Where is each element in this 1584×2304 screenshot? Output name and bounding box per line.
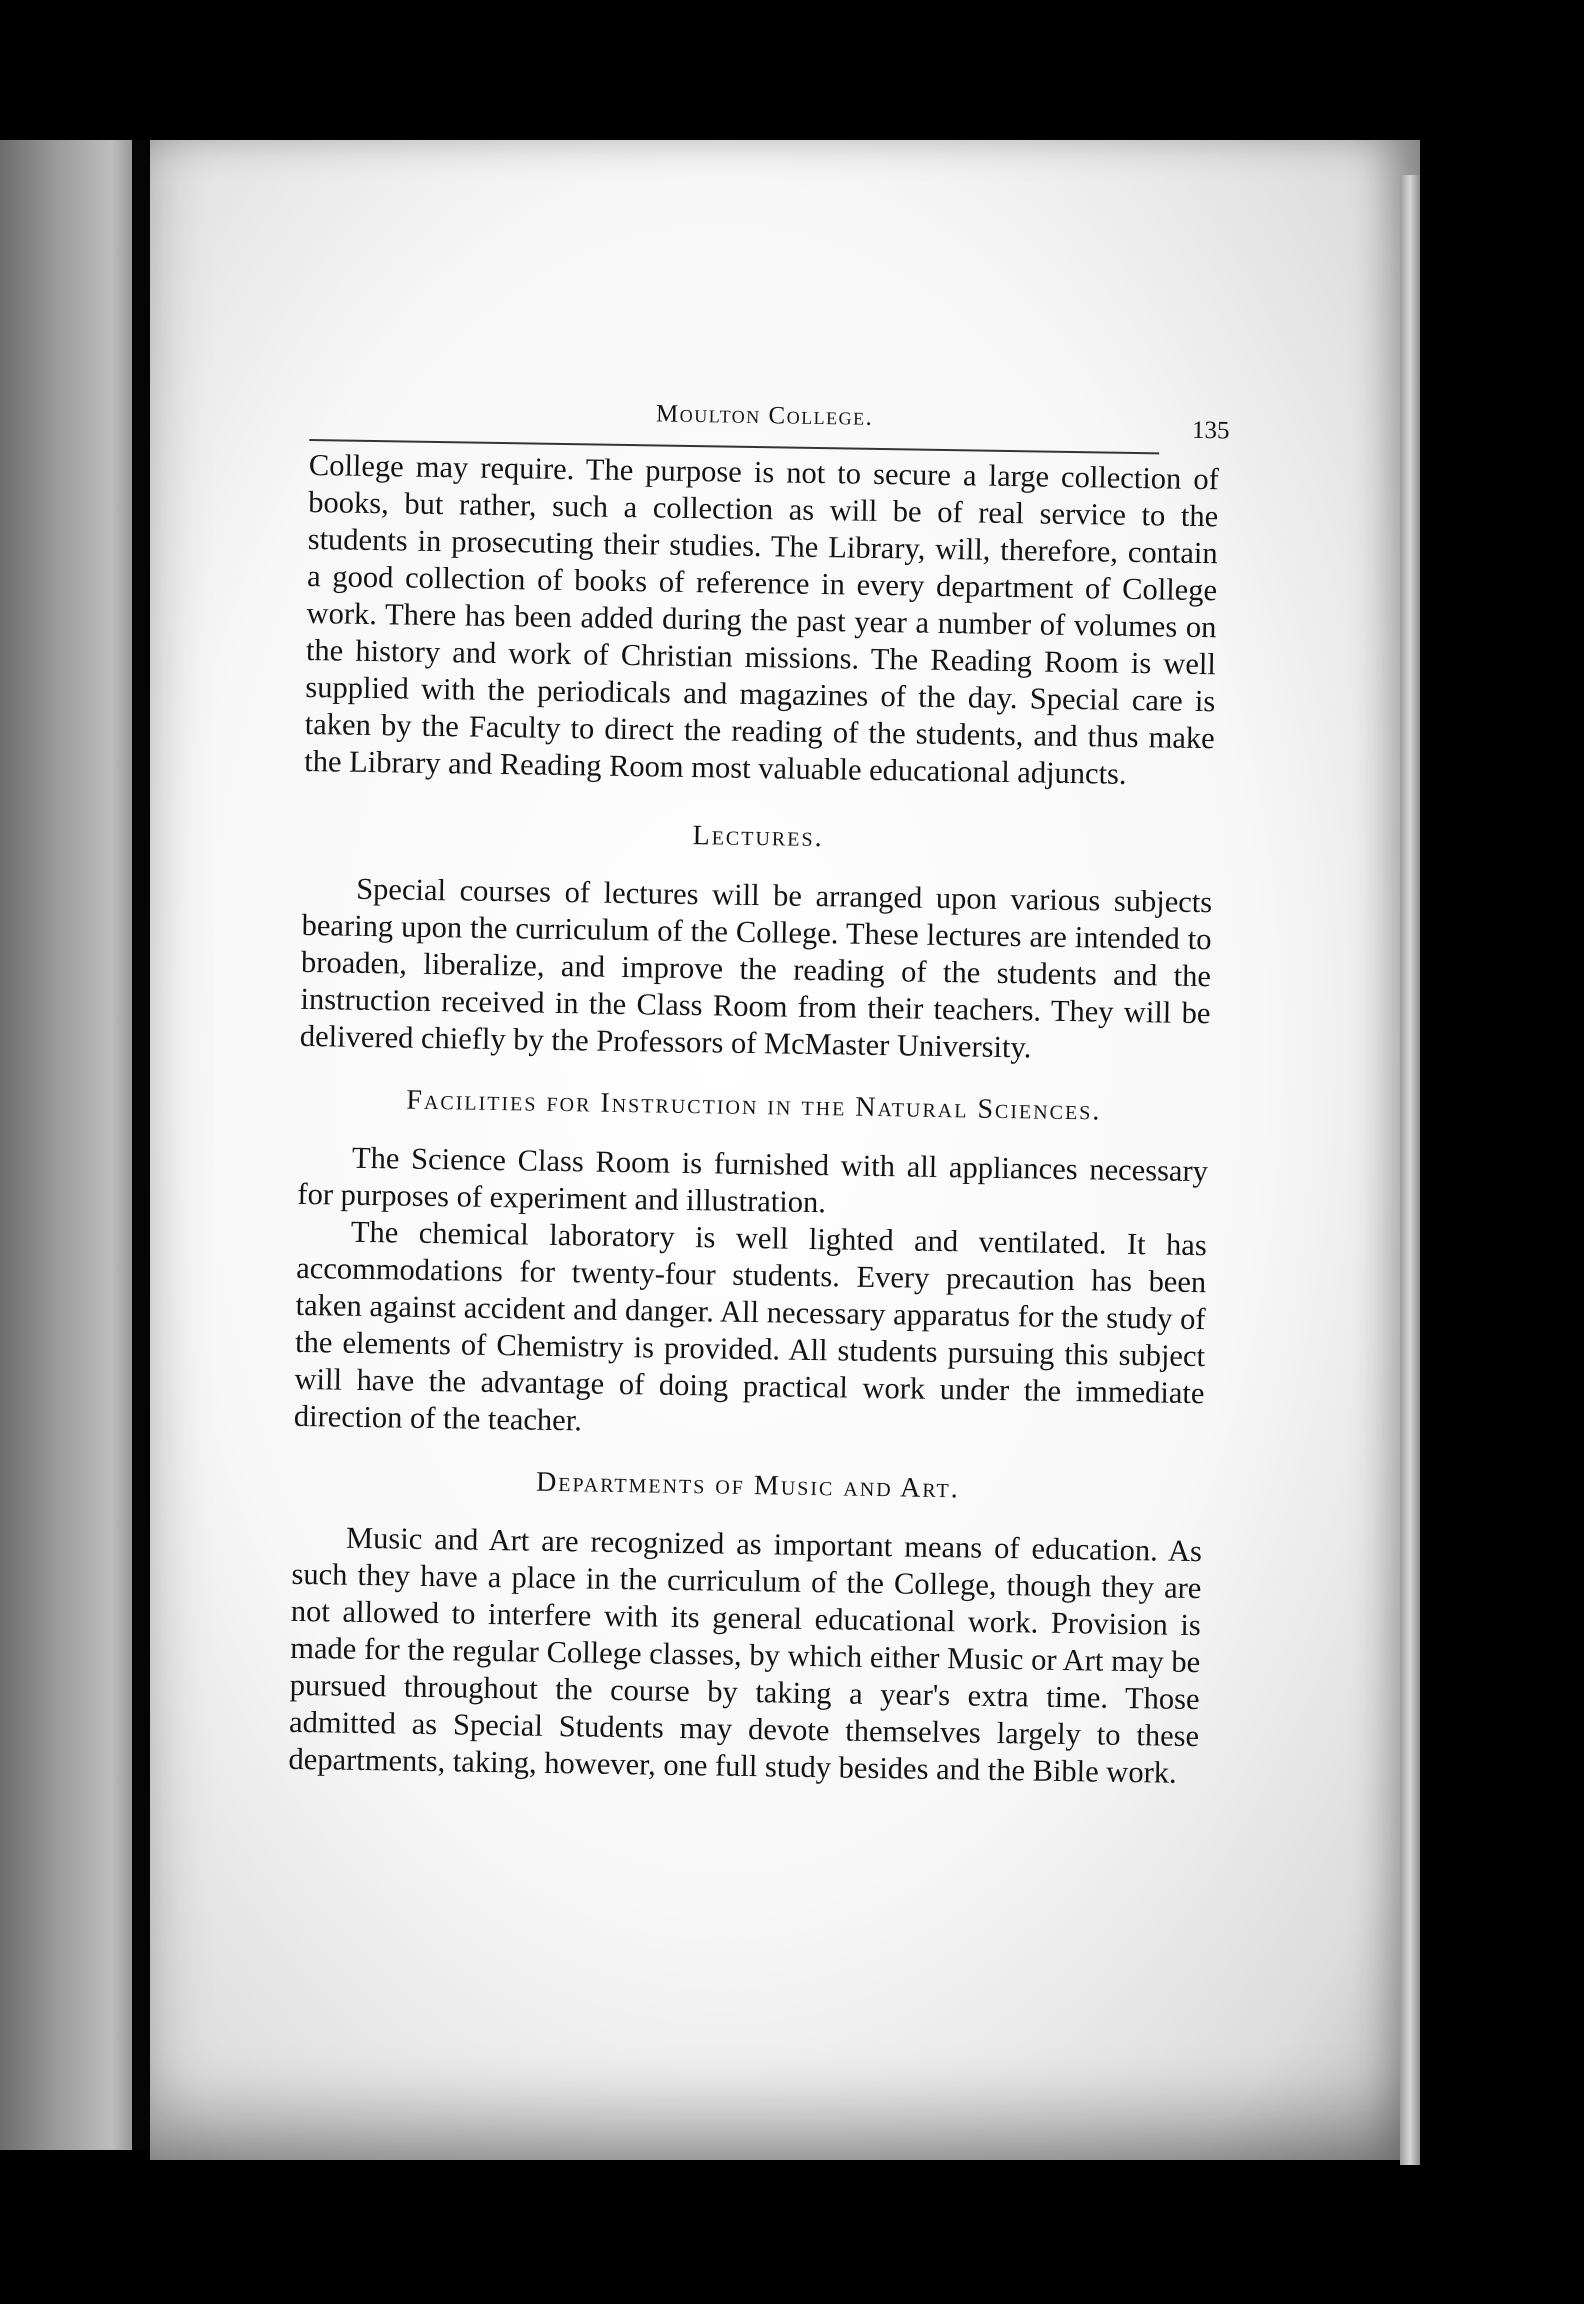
lectures-section bbox=[300, 814, 1214, 1069]
music-art-section bbox=[288, 1463, 1203, 1792]
left-page-edge bbox=[0, 140, 140, 2150]
page-stack-edge bbox=[1400, 175, 1420, 2165]
section-heading-lectures: Lectures. bbox=[692, 820, 824, 854]
running-title: Moulton College. bbox=[655, 400, 874, 431]
library-paragraph: College may require. The purpose is not to secure a large collection of books, but rather, such a collection as will be of real service to the students in prosecuting their studies. The Library, will, therefore, contain a good collection of books of reference in every department of College work. There has been added during the past year a number of volumes on the history and work of Christian missions. The Reading Room is well supplied with the periodicals and magazines of the day. Special care is taken by the Faculty to direct the reading of the students, and thus make the Library and Reading Room most valuable educational adjuncts. bbox=[303, 447, 1220, 791]
section-heading-music-art: Departments of Music and Art. bbox=[535, 1466, 960, 1505]
page-content bbox=[288, 395, 1230, 1792]
natural-sciences-section bbox=[294, 1083, 1209, 1449]
science-room-paragraph: The Science Class Room is furnished with all appliances necessary for purposes of experiment and illustration. bbox=[297, 1140, 1209, 1220]
lectures-paragraph: Special courses of lectures will be arranged upon various subjects bearing upon the curriculum of the College. These lectures are intended to broaden, liberalize, and improve the reading of the students and the instruction received in the Class Room from their teachers. They will be delivered chiefly by the Professors of McMaster University. bbox=[299, 871, 1213, 1065]
music-art-paragraph: Music and Art are recognized as important means of education. As such they have a place in the curriculum of the College, though they are not allowed to interfere with its general educational work. Provision is made for the regular College classes, by which either Music or Art may be pursued throughout the course by taking a year's extra time. Those admitted as Special Students may devote themselves largely to these departments, taking, however, one full study besides and the Bible work. bbox=[288, 1520, 1203, 1790]
laboratory-paragraph: The chemical laboratory is well lighted and ventilated. It has accommodations for twenty-four students. Every precaution has been taken against accident and danger. All necessary apparatus for the study of the elements of Chemistry is provided. All students pursuing this subject will have the advantage of doing practical work under the immediate direction of the teacher. bbox=[293, 1214, 1208, 1438]
library-section bbox=[304, 447, 1219, 794]
book-gutter bbox=[132, 140, 152, 2150]
page-number: 135 bbox=[1191, 416, 1230, 445]
section-heading-natural-sciences: Facilities for Instruction in the Natural Sciences. bbox=[406, 1084, 1102, 1127]
